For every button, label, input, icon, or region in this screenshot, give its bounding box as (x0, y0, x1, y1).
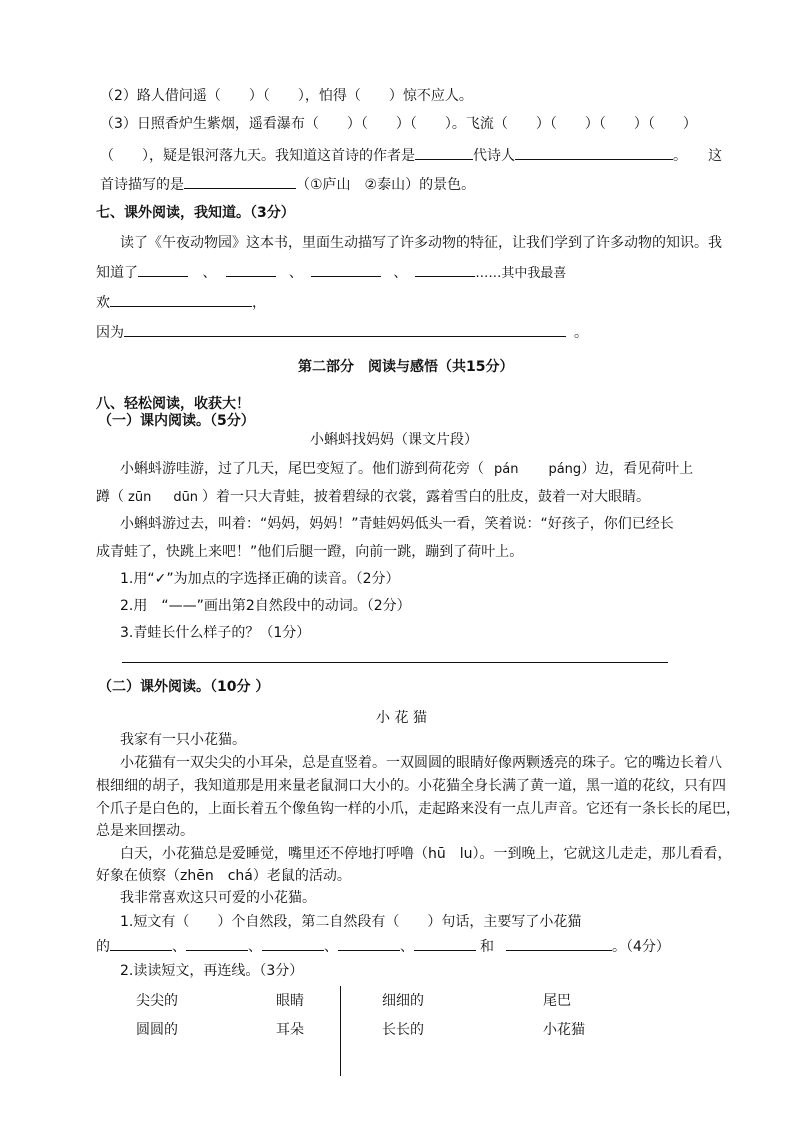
poem-q3-line2-dynasty: 代诗人 (473, 148, 515, 164)
pinyin-option-zun[interactable]: zūn (128, 490, 152, 505)
match-right-word-2[interactable]: 长长的 (382, 1022, 424, 1038)
separator: 、 (248, 939, 262, 955)
section9-q1-end: 。（4分） (612, 939, 670, 955)
story2-title: 小 花 猫 (376, 710, 427, 726)
section7-line4-end: 。 (574, 325, 588, 341)
section7-line4 (96, 322, 588, 342)
match-divider (340, 986, 341, 1076)
poem-q3-line2-text: （ ），疑是银河落九天。我知道这首诗的作者是 (100, 148, 415, 164)
poem-q3-line2-end: 。 这 (673, 148, 722, 164)
answer-blank-author[interactable] (415, 145, 473, 160)
part2-title: 第二部分 阅读与感悟（共15分） (298, 359, 514, 375)
section9-q2: 2.读读短文，再连线。（3分） (120, 963, 304, 979)
section7-line2-end: ……其中我最喜 (475, 266, 567, 281)
answer-blank-animal4[interactable] (415, 262, 475, 277)
answer-blank-scene[interactable] (184, 174, 296, 189)
section8-q2: 2.用 “——”画出第2自然段中的动词。（2分） (120, 598, 411, 614)
section7-line2 (96, 262, 566, 283)
section8-title: 八、轻松阅读，收获大！ (96, 396, 250, 412)
story2-p2-line1: 小花猫有一双尖尖的小耳朵，总是直竖着。一双圆圆的眼睛好像两颗透亮的珠子。它的嘴边长着八 (120, 755, 722, 771)
section7-line3 (96, 292, 266, 312)
separator: 、 (400, 939, 414, 955)
section7-like-label: 欢 (96, 295, 110, 311)
match-left-noun-1[interactable]: 眼睛 (276, 993, 304, 1009)
section9-q1-line2 (96, 936, 670, 956)
answer-blank-feature4[interactable] (338, 936, 400, 951)
section7-know-label: 知道了 (96, 265, 138, 281)
separator: 、 (202, 265, 217, 281)
answer-blank-feature2[interactable] (186, 936, 248, 951)
answer-blank-feature6[interactable] (506, 936, 612, 951)
section8-q3: 3.青蛙长什么样子的？（1分） (120, 625, 311, 641)
poem-q3-line3-options: （①庐山 ②泰山）的景色。 (296, 177, 476, 193)
match-right-noun-2[interactable]: 小花猫 (543, 1022, 585, 1038)
poem-q3-line2 (100, 145, 722, 165)
match-left-word-2[interactable]: 圆圆的 (136, 1022, 178, 1038)
poem-q2: （2）路人借问遥（ ）（ ），怕得（ ）惊不应人。 (100, 88, 473, 104)
section7-title: 七、课外阅读，我知道。（3分） (96, 205, 295, 221)
separator: 、 (288, 265, 303, 281)
story2-p3-line2: 好象在侦察（zhēn chá）老鼠的活动。 (96, 868, 351, 884)
story1-p2-start: 蹲（ (96, 489, 124, 505)
match-left-noun-2[interactable]: 耳朵 (276, 1022, 304, 1038)
match-right-noun-1[interactable]: 尾巴 (543, 993, 571, 1009)
answer-blank-favorite[interactable] (110, 292, 252, 307)
match-right-word-1[interactable]: 细细的 (382, 993, 424, 1009)
section7-line1: 读了《午夜动物园》这本书，里面生动描写了许多动物的特征，让我们学到了许多动物的知识。我 (120, 235, 722, 251)
match-left-word-1[interactable]: 尖尖的 (136, 993, 178, 1009)
story1-p2-text: ）着一只大青蛙，披着碧绿的衣裳，露着雪白的肚皮，鼓着一对大眼睛。 (202, 489, 651, 505)
answer-blank-dynasty[interactable] (515, 145, 673, 160)
section7-line3-end: ， (252, 295, 266, 311)
answer-blank-animal2[interactable] (226, 262, 276, 277)
poem-q3-line1: （3）日照香炉生紫烟，遥看瀑布（ ）（ ）（ ）。飞流（ ）（ ）（ ）（ ） (100, 116, 697, 132)
separator: 、 (172, 939, 186, 955)
pinyin-option-pang[interactable]: páng (548, 462, 582, 477)
section7-because-label: 因为 (96, 325, 124, 341)
section9-q1-de: 的 (96, 939, 110, 955)
story2-p2-line3: 个爪子是白色的，上面长着五个像鱼钩一样的小爪，走起路来没有一点儿声音。它还有一条长长的尾巴， (96, 801, 740, 817)
poem-q3-line3-text: 首诗描写的是 (100, 177, 184, 193)
answer-blank-animal3[interactable] (311, 262, 381, 277)
pinyin-option-pan[interactable]: pán (494, 462, 519, 477)
story1-p4: 成青蛙了，快跳上来吧！”他们后腿一蹬，向前一跳，蹦到了荷叶上。 (96, 544, 524, 560)
story2-p2-line2: 根细细的胡子，我知道那是用来量老鼠洞口大小的。小花猫全身长满了黄一道，黑一道的花纹，只有四 (96, 778, 726, 794)
separator: 、 (393, 265, 408, 281)
story1-p1 (120, 460, 693, 479)
answer-blank-reason[interactable] (124, 322, 566, 337)
story2-p4: 我非常喜欢这只可爱的小花猫。 (120, 890, 316, 906)
story1-p2 (96, 488, 650, 507)
story1-p3: 小蝌蚪游过去，叫着：“妈妈，妈妈！”青蛙妈妈低头一看，笑着说：“好孩子，你们已经长 (120, 516, 674, 532)
story1-p1-end: ）边，看见荷叶上 (581, 461, 694, 477)
section9-q1-he: 和 (480, 939, 494, 955)
answer-line-frog[interactable] (122, 662, 668, 663)
pinyin-option-dun[interactable]: dūn (173, 490, 199, 505)
poem-q3-line3 (100, 174, 475, 194)
section8-sub1: （一）课内阅读。（5分） (98, 413, 255, 429)
answer-blank-feature5[interactable] (414, 936, 476, 951)
story1-title: 小蝌蚪找妈妈（课文片段） (310, 432, 478, 448)
answer-blank-feature1[interactable] (110, 936, 172, 951)
section9-q1-line1: 1.短文有（ ）个自然段，第二自然段有（ ）句话，主要写了小花猫 (120, 914, 582, 930)
answer-blank-animal1[interactable] (138, 262, 188, 277)
story2-p1: 我家有一只小花猫。 (120, 732, 246, 748)
separator: 、 (324, 939, 338, 955)
story2-p3-line1: 白天，小花猫总是爱睡觉，嘴里还不停地打呼噜（hū lu）。一到晚上，它就这儿走走，那儿看看， (120, 846, 732, 862)
section9-title: （二）课外阅读。（10分 ） (98, 679, 270, 695)
story1-p1-text: 小蝌蚪游哇游，过了几天，尾巴变短了。他们游到荷花旁（ (120, 461, 484, 477)
answer-blank-feature3[interactable] (262, 936, 324, 951)
section8-q1: 1.用“✓”为加点的字选择正确的读音。（2分） (120, 571, 400, 587)
story2-p2-line4: 总是来回摆动。 (96, 823, 194, 839)
